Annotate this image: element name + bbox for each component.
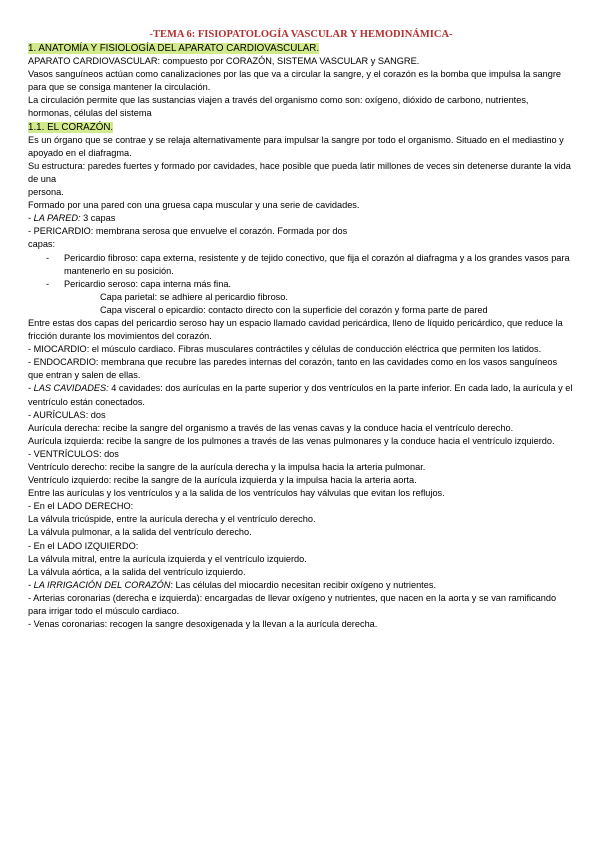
item-cavidades: - LAS CAVIDADES: 4 cavidades: dos aurículas en la parte superior y dos ventrículos en la parte inferior. En cada lado, la aurícula y el ventrículo están conectados. [28,383,573,407]
list-item-seroso: - Pericardio seroso: capa interna más fina. [46,278,231,289]
paragraph-persona: persona. [28,187,64,198]
item-endocardio: - ENDOCARDIO: membrana que recubre las paredes internas del corazón, tanto en las cavidades como en los vasos sanguíneos que entran y salen de ellas. [28,357,558,381]
paragraph-mitral: La válvula mitral, entre la aurícula izquierda y el ventrículo izquierdo. [28,553,307,564]
paragraph-aparato: APARATO CARDIOVASCULAR: compuesto por CORAZÓN, SISTEMA VASCULAR y SANGRE. [28,56,420,67]
paragraph-circulacion: La circulación permite que las sustancias viajen a través del organismo como son: oxígeno, dióxido de carbono, nutrientes, hormonas, células del sistema [28,95,529,119]
item-lado-izquierdo: - En el LADO IZQUIERDO: [28,540,139,551]
item-pared: - LA PARED: 3 capas [28,213,116,224]
item-capas: capas: [28,239,56,250]
item-ventriculos: - VENTRÍCULOS: dos [28,448,119,459]
paragraph-cavidad: Entre estas dos capas del pericardio seroso hay un espacio llamado cavidad pericárdica, lleno de líquido pericárdico, que reduce la fricción durante los movimientos del corazón. [28,317,563,342]
item-irrigacion: - LA IRRIGACIÓN DEL CORAZÓN: Las células del miocardio necesitan recibir oxígeno y nutrientes. [28,579,436,590]
item-pericardio: - PERICARDIO: membrana serosa que envuelve el corazón. Formada por dos [28,226,348,237]
list-item-visceral: Capa visceral o epicardio: contacto directo con la superficie del corazón y forma parte de pared [100,304,488,315]
document-page [28,28,574,631]
paragraph-estructura: Su estructura: paredes fuertes y formado por cavidades, hace posible que pueda latir millones de veces sin detenerse durante la vida de una [28,160,571,184]
section-heading-1: 1. ANATOMÍA Y FISIOLOGÍA DEL APARATO CARDIOVASCULAR. [28,43,320,54]
paragraph-ventriculo-derecho: Ventrículo derecho: recibe la sangre de la aurícula derecha y la impulsa hacia la arteria pulmonar. [28,462,426,472]
paragraph-valvulas: Entre las aurículas y los ventrículos y a la salida de los ventrículos hay válvulas que evitan los reflujos. [28,488,445,499]
paragraph-vasos: Vasos sanguíneos actúan como canalizaciones por las que va a circular la sangre, y el corazón es la bomba que impulsa la sangre para que se consiga mantener la circulación. [28,69,562,93]
paragraph-formado: Formado por una pared con una gruesa capa muscular y una serie de cavidades. [28,200,360,211]
section-heading-2: 1.1. EL CORAZÓN. [28,121,114,133]
paragraph-organo: Es un órgano que se contrae y se relaja alternativamente para impulsar la sangre por todo el organismo. Situado en el mediastino y apoyado en el diafragma. [28,134,564,158]
paragraph-tricuspide: La válvula tricúspide, entre la aurícula derecha y el ventrículo derecho. [28,514,316,525]
item-auriculas: - AURÍCULAS: dos [28,409,106,420]
paragraph-ventriculo-izquierdo: Ventrículo izquierdo: recibe la sangre de la aurícula izquierda y la impulsa hacia la arteria aorta. [28,475,417,486]
list-item-fibroso: - Pericardio fibroso: capa externa, resistente y de tejido conectivo, que fija el corazón al diafragma y a los grandes vasos para mantenerlo en su posición. [46,252,570,276]
paragraph-auricula-izquierda: Aurícula izquierda: recibe la sangre de los pulmones a través de las venas pulmonares y la conduce hacia el ventrículo izquierdo. [28,435,555,446]
paragraph-pulmonar: La válvula pulmonar, a la salida del ventrículo derecho. [28,527,252,538]
list-item-parietal: Capa parietal: se adhiere al pericardio fibroso. [100,291,288,302]
paragraph-auricula-derecha: Aurícula derecha: recibe la sangre del organismo a través de las venas cavas y la conduce hacia el ventrículo derecho. [28,422,514,433]
paragraph-aortica: La válvula aórtica, a la salida del ventrículo izquierdo. [28,566,246,577]
paragraph-venas-coronarias: - Venas coronarias: recogen la sangre desoxigenada y la llevan a la aurícula derecha. [28,619,378,630]
item-miocardio: - MIOCARDIO: el músculo cardiaco. Fibras musculares contráctiles y células de conducción eléctrica que permiten los latidos. [28,344,542,355]
paragraph-arterias-coronarias: - Arterias coronarias (derecha e izquierda): encargadas de llevar oxígeno y nutrientes, que nacen en la aorta y se van ramificando para irrigar todo el músculo cardiaco. [28,592,557,617]
document-title: -TEMA 6: FISIOPATOLOGÍA VASCULAR Y HEMODINÁMICA- [149,29,453,40]
item-lado-derecho: - En el LADO DERECHO: [28,501,134,512]
